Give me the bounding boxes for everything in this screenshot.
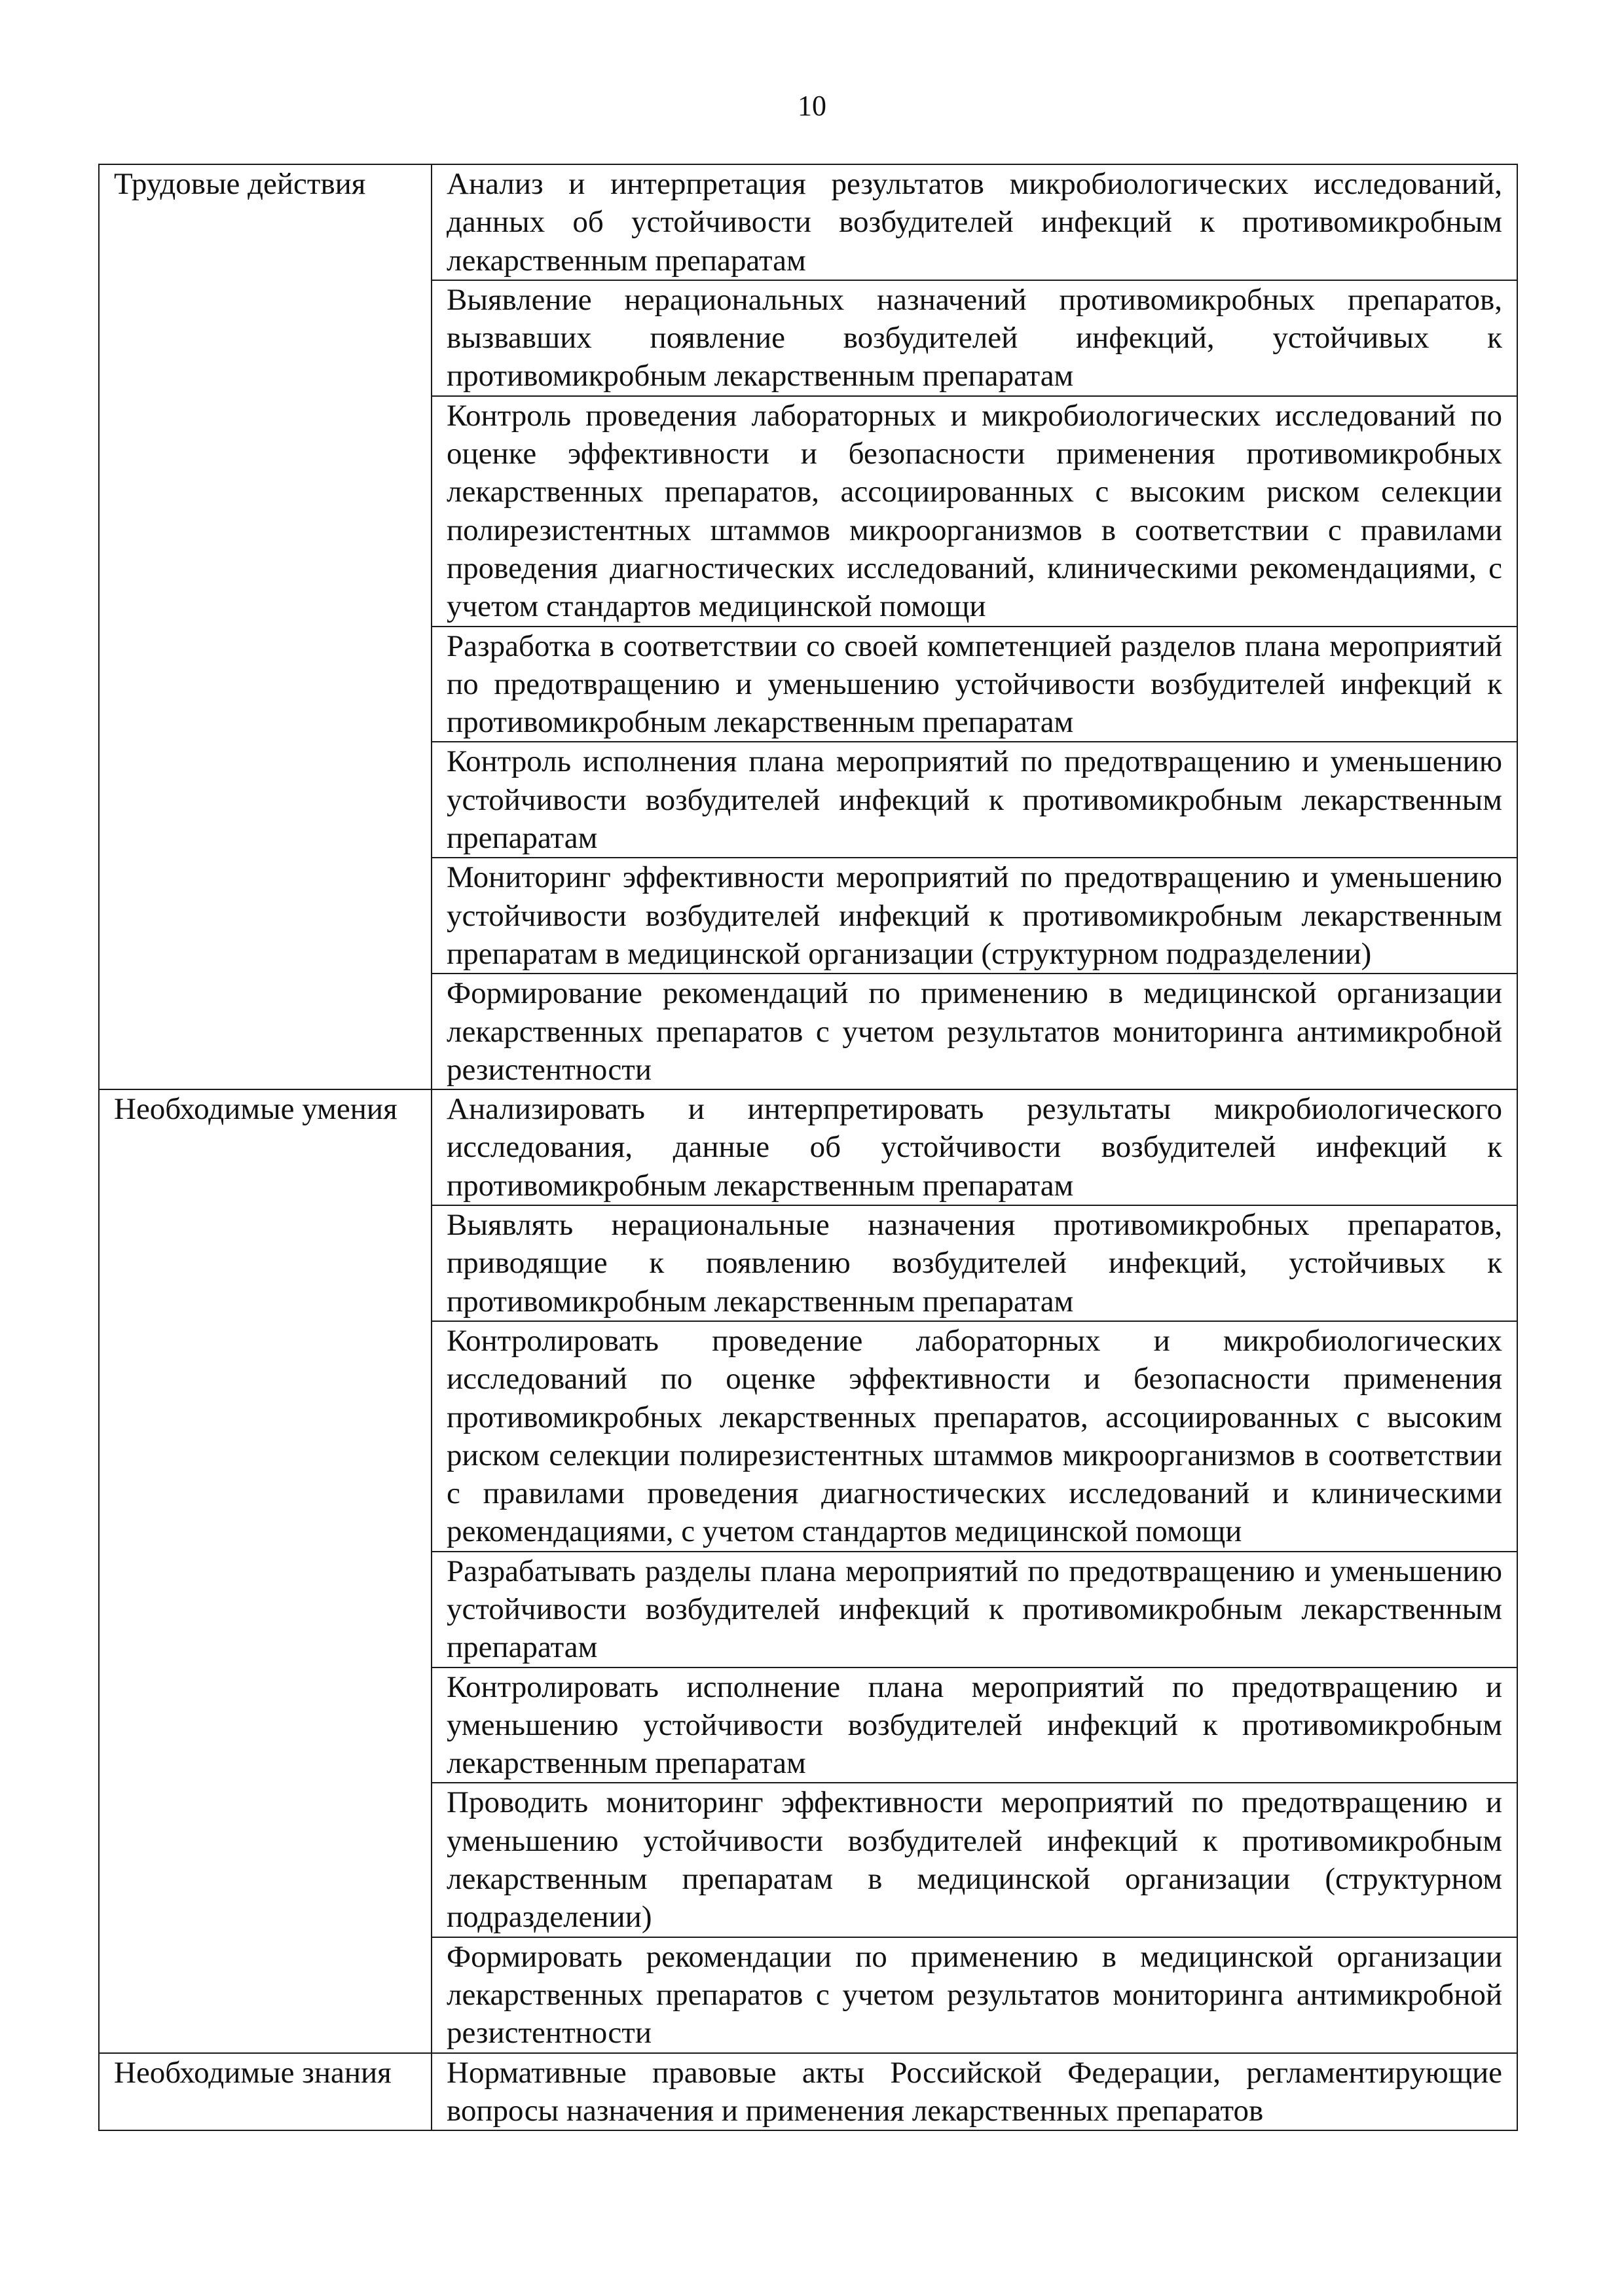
table-row (99, 164, 1517, 280)
section-label-required-knowledge: Необходимые знания (99, 2053, 432, 2131)
section-label-required-skills: Необходимые умения (99, 1089, 432, 2052)
table-cell: Выявлять нерациональные назначения противомикробных препаратов, приводящие к появлению возбудителей инфекций, устойчивых к противомикробным лекарственным препаратам (432, 1205, 1517, 1321)
table-cell: Анализировать и интерпретировать результаты микробиологического исследования, данные об устойчивости возбудителей инфекций к противомикробным лекарственным препаратам (432, 1089, 1517, 1205)
table-cell: Контроль исполнения плана мероприятий по предотвращению и уменьшению устойчивости возбудителей инфекций к противомикробным лекарственным препаратам (432, 742, 1517, 858)
table-row (99, 1089, 1517, 1205)
section-label-labor-actions: Трудовые действия (99, 164, 432, 1089)
table-cell: Контролировать исполнение плана мероприятий по предотвращению и уменьшению устойчивости возбудителей инфекций к противомикробным лекарственным препаратам (432, 1667, 1517, 1783)
competency-table-body (99, 164, 1517, 2130)
page-number: 10 (798, 90, 826, 122)
table-cell: Контролировать проведение лабораторных и микробиологических исследований по оценке эффективности и безопасности применения противомикробных лекарственных препаратов, ассоциированных с высоким риском селекции полирезистентных штаммов микроорганизмов в соответствии с правилами проведения диагностических исследований и клиническими рекомендациями, с учетом стандартов медицинской помощи (432, 1321, 1517, 1552)
table-cell: Формирование рекомендаций по применению в медицинской организации лекарственных препаратов с учетом результатов мониторинга антимикробной резистентности (432, 974, 1517, 1089)
table-cell: Разработка в соответствии со своей компетенцией разделов плана мероприятий по предотвращению и уменьшению устойчивости возбудителей инфекций к противомикробным лекарственным препаратам (432, 627, 1517, 742)
competency-table (98, 164, 1518, 2131)
table-row (99, 2053, 1517, 2131)
table-cell: Разрабатывать разделы плана мероприятий по предотвращению и уменьшению устойчивости возбудителей инфекций к противомикробным лекарственным препаратам (432, 1552, 1517, 1667)
table-cell: Мониторинг эффективности мероприятий по предотвращению и уменьшению устойчивости возбудителей инфекций к противомикробным лекарственным препаратам в медицинской организации (структурном подразделении) (432, 858, 1517, 974)
table-cell: Контроль проведения лабораторных и микробиологических исследований по оценке эффективности и безопасности применения противомикробных лекарственных препаратов, ассоциированных с высоким риском селекции полирезистентных штаммов микроорганизмов в соответствии с правилами проведения диагностических исследований, клиническими рекомендациями, с учетом стандартов медицинской помощи (432, 396, 1517, 627)
table-cell: Анализ и интерпретация результатов микробиологических исследований, данных об устойчивости возбудителей инфекций к противомикробным лекарственным препаратам (432, 164, 1517, 280)
table-cell: Формировать рекомендации по применению в медицинской организации лекарственных препаратов с учетом результатов мониторинга антимикробной резистентности (432, 1937, 1517, 2053)
table-cell: Проводить мониторинг эффективности мероприятий по предотвращению и уменьшению устойчивости возбудителей инфекций к противомикробным лекарственным препаратам в медицинской организации (структурном подразделении) (432, 1783, 1517, 1937)
table-cell: Нормативные правовые акты Российской Федерации, регламентирующие вопросы назначения и применения лекарственных препаратов (432, 2053, 1517, 2131)
table-cell: Выявление нерациональных назначений противомикробных препаратов, вызвавших появление возбудителей инфекций, устойчивых к противомикробным лекарственным препаратам (432, 280, 1517, 396)
